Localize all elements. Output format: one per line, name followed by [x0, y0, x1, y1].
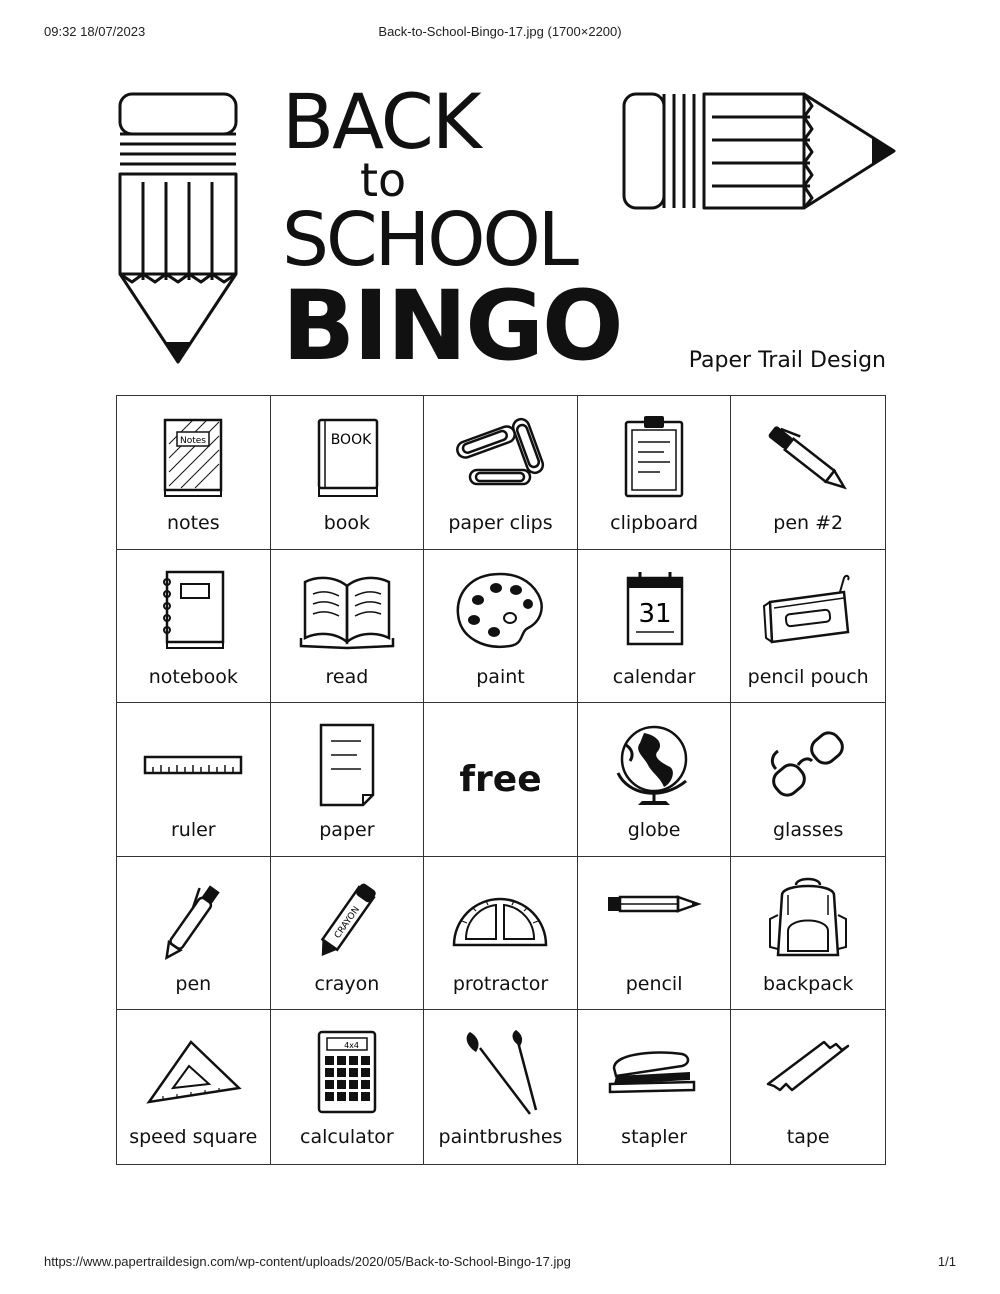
- pencil-right-icon: [622, 92, 898, 214]
- bingo-cell-tape: [731, 1010, 885, 1164]
- cell-label: backpack: [763, 972, 854, 995]
- free-space-label: free: [459, 758, 542, 800]
- cell-label: pen: [175, 972, 212, 995]
- stapler-icon: [604, 1028, 704, 1118]
- bingo-cell-calculator: [271, 1010, 425, 1164]
- bingo-cell-pencil-pouch: [731, 550, 885, 704]
- book-icon: [297, 414, 397, 504]
- cell-label: calculator: [300, 1126, 394, 1149]
- cell-label: paper: [319, 819, 375, 842]
- calculator-display-text: 4x4: [343, 1041, 359, 1051]
- crayon-label-text: CRAYON: [332, 904, 362, 941]
- pencil-icon: [604, 875, 704, 965]
- bingo-cell-paper-clips: [424, 396, 578, 550]
- title-bingo: BINGO: [282, 270, 622, 382]
- cell-label: stapler: [621, 1126, 688, 1149]
- protractor-icon: [450, 875, 550, 965]
- print-datetime: 09:32 18/07/2023: [44, 24, 146, 39]
- bingo-cell-free: [424, 703, 578, 857]
- cell-label: clipboard: [610, 512, 699, 534]
- pen-icon: [143, 875, 243, 965]
- cell-label: read: [325, 665, 369, 688]
- cell-label: paper clips: [448, 512, 553, 534]
- title-to: to: [360, 153, 407, 207]
- cell-label: speed square: [129, 1126, 258, 1149]
- bingo-cell-stapler: [578, 1010, 732, 1164]
- bingo-cell-notes: [117, 396, 271, 550]
- bingo-cell-calendar: [578, 550, 732, 704]
- crayon-icon: [297, 875, 397, 965]
- paper-icon: [297, 721, 397, 811]
- paper-clips-icon: [450, 414, 550, 504]
- cell-label: ruler: [170, 819, 216, 842]
- ruler-icon: [143, 721, 243, 811]
- palette-icon: [450, 568, 550, 658]
- brand-name: Paper Trail Design: [688, 348, 886, 373]
- bingo-grid: [116, 395, 886, 1165]
- title-block: [282, 77, 642, 382]
- notebook-icon: [143, 568, 243, 658]
- glasses-icon: [758, 721, 858, 811]
- title-back: BACK: [282, 77, 480, 166]
- bingo-cell-crayon: [271, 857, 425, 1011]
- cell-label: pen #2: [773, 512, 844, 534]
- globe-icon: [604, 721, 704, 811]
- bingo-cell-pencil: [578, 857, 732, 1011]
- backpack-icon: [758, 875, 858, 965]
- bingo-cell-ruler: [117, 703, 271, 857]
- open-book-icon: [297, 568, 397, 658]
- paintbrushes-icon: [450, 1028, 550, 1118]
- bingo-cell-clipboard: [578, 396, 732, 550]
- bingo-cell-paintbrushes: [424, 1010, 578, 1164]
- bingo-cell-notebook: [117, 550, 271, 704]
- cell-label: protractor: [452, 972, 549, 995]
- print-url: https://www.papertraildesign.com/wp-content/uploads/2020/05/Back-to-School-Bingo-17.jpg: [44, 1254, 571, 1269]
- cell-label: calendar: [612, 665, 696, 688]
- bingo-cell-pen: [117, 857, 271, 1011]
- print-page-number: 1/1: [937, 1254, 956, 1269]
- cell-label: book: [323, 512, 371, 534]
- book-cover-text: BOOK: [330, 432, 372, 448]
- clipboard-icon: [604, 414, 704, 504]
- cell-label: paint: [476, 665, 525, 688]
- calendar-icon: [604, 568, 704, 658]
- title-school: SCHOOL: [282, 197, 577, 283]
- bingo-cell-speed-square: [117, 1010, 271, 1164]
- bingo-cell-protractor: [424, 857, 578, 1011]
- cell-label: notebook: [148, 665, 238, 688]
- pencil-pouch-icon: [758, 568, 858, 658]
- cell-label: notes: [166, 512, 220, 534]
- cell-label: globe: [627, 819, 681, 842]
- print-doc-title: Back-to-School-Bingo-17.jpg (1700×2200): [378, 24, 622, 39]
- cell-label: paintbrushes: [438, 1126, 563, 1149]
- bingo-cell-read: [271, 550, 425, 704]
- cell-label: glasses: [773, 819, 844, 842]
- pen-icon: [758, 414, 858, 504]
- calendar-day-text: 31: [638, 598, 672, 629]
- cell-label: crayon: [314, 972, 380, 995]
- notes-icon: [143, 414, 243, 504]
- tape-icon: [758, 1028, 858, 1118]
- cell-label: pencil: [625, 972, 683, 995]
- calculator-icon: [297, 1028, 397, 1118]
- bingo-cell-paper: [271, 703, 425, 857]
- bingo-cell-globe: [578, 703, 732, 857]
- notes-cover-text: Notes: [180, 436, 207, 446]
- bingo-cell-glasses: [731, 703, 885, 857]
- bingo-cell-paint: [424, 550, 578, 704]
- pencil-left-icon: [118, 92, 240, 364]
- bingo-cell-pen-2: [731, 396, 885, 550]
- cell-label: tape: [786, 1126, 830, 1149]
- bingo-cell-book: [271, 396, 425, 550]
- cell-label: pencil pouch: [747, 665, 869, 688]
- bingo-cell-backpack: [731, 857, 885, 1011]
- speed-square-icon: [143, 1028, 243, 1118]
